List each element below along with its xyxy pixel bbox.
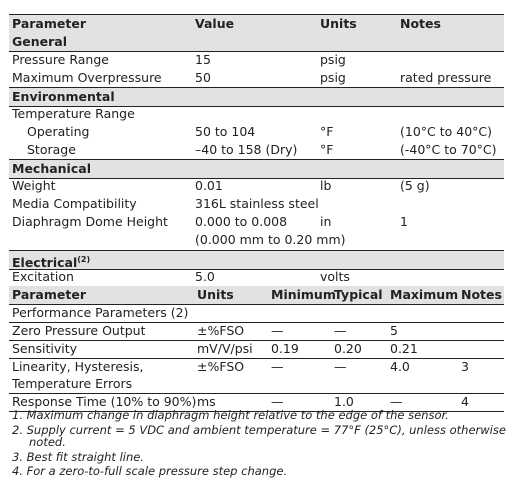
maximum: 0.21 bbox=[390, 341, 418, 356]
table-row bbox=[9, 358, 504, 376]
typical: — bbox=[334, 323, 347, 338]
minimum: 0.19 bbox=[271, 341, 299, 356]
footnote: 3. Best fit straight line. bbox=[12, 450, 144, 464]
col-value: Value bbox=[195, 16, 235, 31]
param: Sensitivity bbox=[12, 341, 78, 356]
minimum: — bbox=[271, 323, 284, 338]
table-header bbox=[9, 286, 504, 305]
value: 0.01 bbox=[195, 178, 223, 193]
table-row bbox=[9, 231, 504, 249]
units: psig bbox=[320, 70, 346, 85]
typical: 1.0 bbox=[334, 394, 354, 409]
param: Weight bbox=[12, 178, 56, 193]
col-typical: Typical bbox=[334, 287, 383, 302]
col-parameter: Parameter bbox=[12, 287, 86, 302]
col-notes: Notes bbox=[461, 287, 502, 302]
col-minimum: Minimum bbox=[271, 287, 336, 302]
param: Media Compatibility bbox=[12, 196, 137, 211]
notes: (-40°C to 70°C) bbox=[400, 142, 497, 157]
table-header bbox=[9, 14, 504, 34]
notes: 4 bbox=[461, 394, 469, 409]
units: ±%FSO bbox=[197, 323, 245, 338]
units: °F bbox=[320, 124, 334, 139]
param: Excitation bbox=[12, 269, 74, 284]
value: 0.000 to 0.008 bbox=[195, 214, 288, 229]
value: 50 to 104 bbox=[195, 124, 256, 139]
param: Zero Pressure Output bbox=[12, 323, 146, 338]
units: psig bbox=[320, 52, 346, 67]
col-notes: Notes bbox=[400, 16, 441, 31]
units: °F bbox=[320, 142, 334, 157]
minimum: — bbox=[271, 359, 284, 374]
param: Pressure Range bbox=[12, 52, 109, 67]
minimum: — bbox=[271, 394, 284, 409]
units: mV/V/psi bbox=[197, 341, 253, 356]
maximum: 5 bbox=[390, 323, 398, 338]
param: Performance Parameters (2) bbox=[12, 305, 189, 320]
table-row bbox=[9, 340, 504, 359]
table-row bbox=[9, 195, 504, 213]
table-row bbox=[9, 105, 504, 123]
section-title: Environmental bbox=[12, 89, 115, 104]
section-electrical bbox=[9, 250, 504, 270]
units: in bbox=[320, 214, 332, 229]
units: ms bbox=[197, 394, 216, 409]
param: Linearity, Hysteresis, bbox=[12, 359, 144, 374]
notes: (5 g) bbox=[400, 178, 430, 193]
typical: — bbox=[334, 359, 347, 374]
table-row bbox=[9, 375, 504, 394]
value: (0.000 mm to 0.20 mm) bbox=[195, 232, 346, 247]
notes: 3 bbox=[461, 359, 469, 374]
notes: 1 bbox=[400, 214, 408, 229]
table-row bbox=[9, 268, 504, 287]
value: 50 bbox=[195, 70, 211, 85]
maximum: — bbox=[390, 394, 403, 409]
notes: (10°C to 40°C) bbox=[400, 124, 493, 139]
table-row bbox=[9, 51, 504, 69]
table-row bbox=[9, 322, 504, 341]
table-row bbox=[9, 304, 504, 323]
col-maximum: Maximum bbox=[390, 287, 459, 302]
footnote: 4. For a zero-to-full scale pressure step change. bbox=[12, 464, 288, 478]
table-row bbox=[9, 123, 504, 141]
section-environmental bbox=[9, 87, 504, 107]
param: Temperature Errors bbox=[12, 376, 133, 391]
value: 5.0 bbox=[195, 269, 215, 284]
units: ±%FSO bbox=[197, 359, 245, 374]
section-title-text: Electrical bbox=[12, 255, 78, 271]
units: lb bbox=[320, 178, 332, 193]
table-row bbox=[9, 141, 504, 159]
section-general bbox=[9, 33, 504, 52]
param: Storage bbox=[27, 142, 76, 157]
param: Diaphragm Dome Height bbox=[12, 214, 168, 229]
notes: rated pressure bbox=[400, 70, 492, 85]
footnote: noted. bbox=[29, 435, 66, 449]
maximum: 4.0 bbox=[390, 359, 410, 374]
section-title-sup: (2) bbox=[77, 255, 91, 264]
section-title: Mechanical bbox=[12, 161, 91, 176]
table-row bbox=[9, 177, 504, 195]
col-units: Units bbox=[320, 16, 357, 31]
param: Temperature Range bbox=[12, 106, 135, 121]
value: 316L stainless steel bbox=[195, 196, 319, 211]
value: 15 bbox=[195, 52, 211, 67]
value: –40 to 158 (Dry) bbox=[195, 142, 298, 157]
param: Operating bbox=[27, 124, 90, 139]
section-title: General bbox=[12, 34, 67, 49]
col-units: Units bbox=[197, 287, 234, 302]
col-parameter: Parameter bbox=[12, 16, 86, 31]
section-mechanical bbox=[9, 159, 504, 179]
units: volts bbox=[320, 269, 350, 284]
param: Response Time (10% to 90%) bbox=[12, 394, 197, 409]
footnotes bbox=[9, 409, 504, 489]
table-row bbox=[9, 213, 504, 231]
typical: 0.20 bbox=[334, 341, 362, 356]
footnote: 1. Maximum change in diaphragm height relative to the edge of the sensor. bbox=[12, 408, 449, 422]
param: Maximum Overpressure bbox=[12, 70, 162, 85]
footnote: 2. Supply current = 5 VDC and ambient temperature = 77°F (25°C), unless otherwise bbox=[12, 423, 506, 437]
table-row bbox=[9, 69, 504, 87]
